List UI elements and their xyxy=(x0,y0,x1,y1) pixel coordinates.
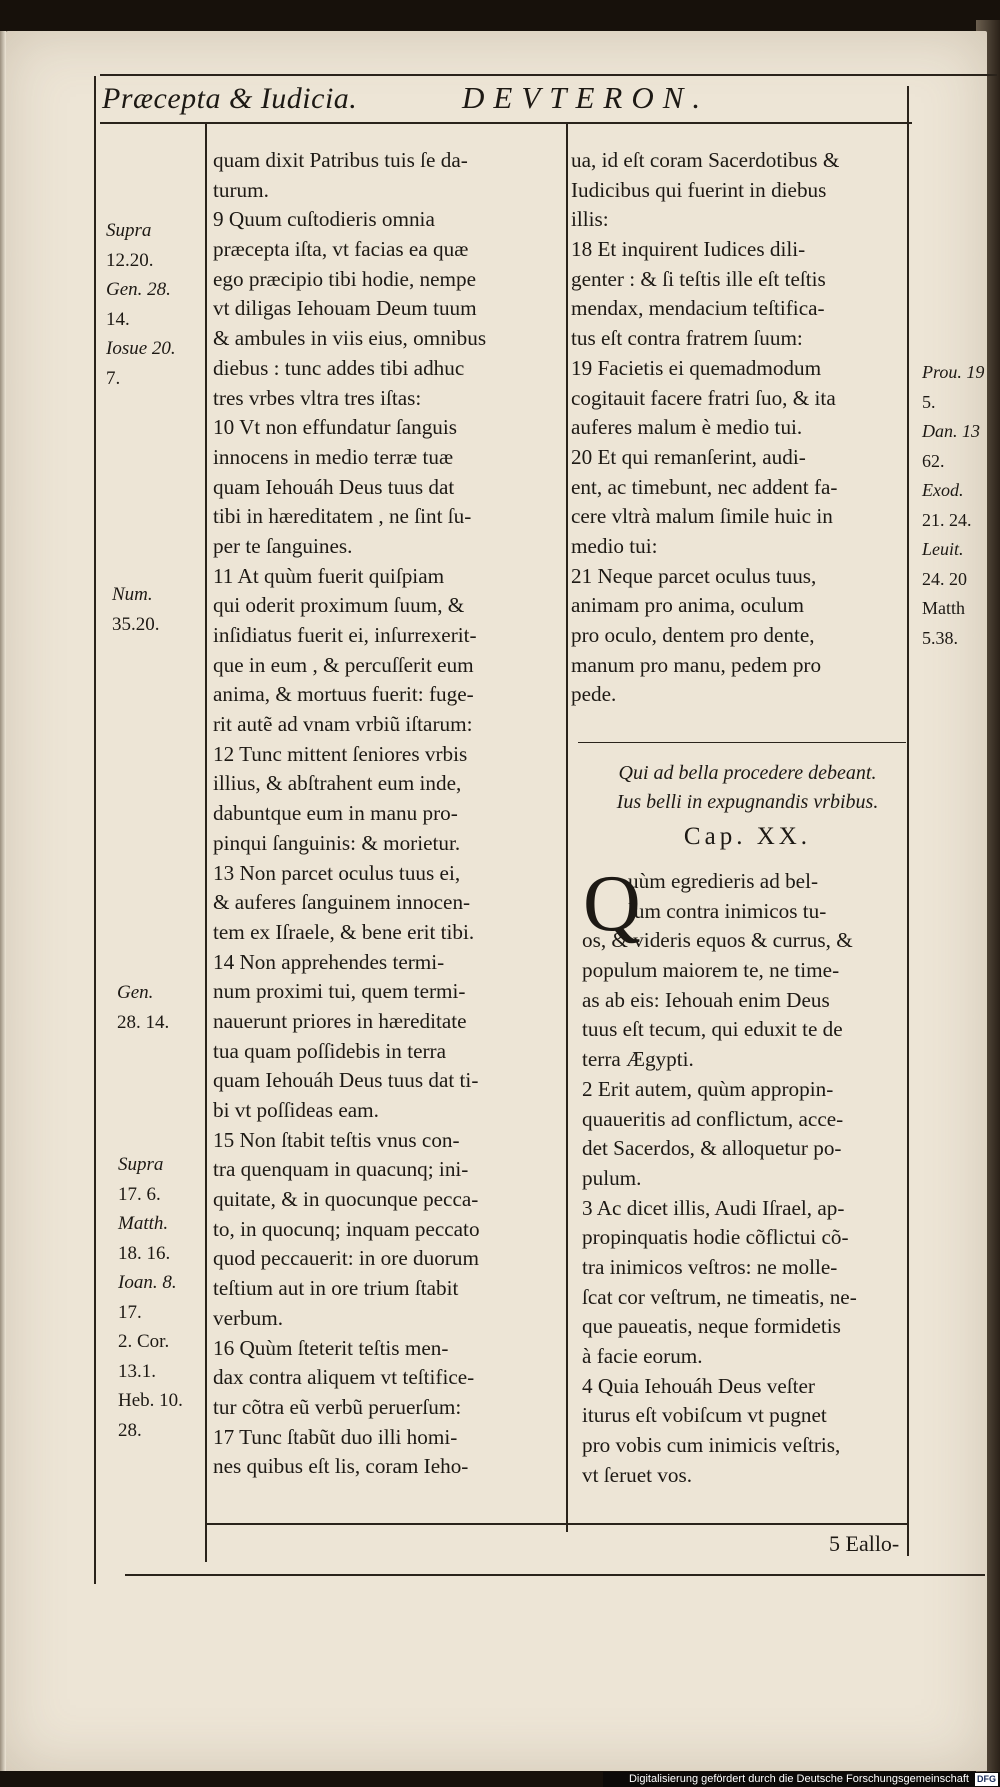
text-line: 14 Non apprehendes termi- xyxy=(213,949,445,974)
text-line: 18 Et inquirent Iudices dili- xyxy=(571,237,806,262)
margin-note: 14. xyxy=(106,308,130,330)
text-line: genter : & ſi teſtis ille eſt teſtis xyxy=(571,266,826,291)
text-line: 13 Non parcet oculus tuus ei, xyxy=(213,860,461,885)
text-line: tus eſt contra fratrem ſuum: xyxy=(571,326,803,351)
text-line: dabuntque eum in manu pro- xyxy=(213,801,458,826)
text-line: quam dixit Patribus tuis ſe da- xyxy=(213,148,468,172)
text-line: que paueatis, neque formidetis xyxy=(582,1314,841,1339)
text-line: to, in quocunq; inquam peccato xyxy=(213,1216,480,1241)
text-line: vt ſeruet vos. xyxy=(582,1462,693,1487)
text-line: qui oderit proximum ſuum, & xyxy=(213,593,465,618)
text-line: 19 Facietis ei quemadmodum xyxy=(571,355,822,380)
text-line: inſidiatus fuerit ei, inſurrexerit- xyxy=(213,623,477,647)
text-line: animam pro anima, oculum xyxy=(571,593,805,618)
header-underline xyxy=(100,122,912,124)
text-line: pede. xyxy=(571,682,617,707)
margin-note-group-3 xyxy=(117,978,169,1037)
text-line: det Sacerdos, & alloquetur po- xyxy=(582,1136,842,1161)
text-column-left xyxy=(213,146,568,1482)
text-line: 9 Quum cuſtodieris omnia xyxy=(213,207,435,232)
text-line: quitate, & in quocunque pecca- xyxy=(213,1187,479,1212)
margin-note: 18. 16. xyxy=(118,1242,171,1264)
text-line: pro oculo, dentem pro dente, xyxy=(571,623,815,647)
text-line: quaueritis ad conflictum, acce- xyxy=(582,1106,844,1131)
text-line: tua quam poſſidebis in terra xyxy=(213,1038,447,1063)
text-line: medio tui: xyxy=(571,533,658,558)
margin-note: Gen. 28. xyxy=(106,279,171,300)
text-line: 15 Non ſtabit teſtis vnus con- xyxy=(213,1127,460,1152)
margin-note: 2. Cor. xyxy=(118,1331,170,1352)
margin-note: 17. 6. xyxy=(118,1183,161,1205)
bottom-text-rule xyxy=(205,1523,907,1525)
text-line: 10 Vt non effundatur ſanguis xyxy=(213,415,458,440)
text-line: quod peccauerit: in ore duorum xyxy=(213,1246,479,1271)
text-line: tuus eſt tecum, qui eduxit te de xyxy=(582,1017,843,1042)
page-binding-edge xyxy=(0,31,6,1771)
text-line: 21 Neque parcet oculus tuus, xyxy=(571,563,817,588)
text-line: 16 Quùm ſteterit teſtis men- xyxy=(213,1335,449,1360)
text-line: ſcat cor veſtrum, ne timeatis, ne- xyxy=(582,1284,857,1309)
text-line: tibi in hæreditatem , ne ſint ſu- xyxy=(213,504,472,529)
text-line: uùm egredieris ad bel- xyxy=(628,869,819,893)
text-line: præcepta iſta, vt facias ea quæ xyxy=(213,237,469,262)
margin-note-group-2 xyxy=(112,580,160,639)
running-head-left: Præcepta & Iudicia. xyxy=(102,82,358,115)
margin-note: 21. 24. xyxy=(922,509,972,530)
text-line: as ab eis: Iehouah enim Deus xyxy=(582,987,830,1012)
margin-note: Ioan. 8. xyxy=(118,1272,177,1293)
text-line: populum maiorem te, ne time- xyxy=(582,958,840,983)
text-line: vt diligas Iehouam Deum tuum xyxy=(213,296,477,321)
page-bottom-rule xyxy=(125,1574,985,1576)
margin-note: Matth. xyxy=(118,1213,169,1234)
drop-cap-initial: Q xyxy=(583,860,641,948)
text-line: diebus : tunc addes tibi adhuc xyxy=(213,355,465,380)
text-line: rit autẽ ad vnam vrbiũ iſtarum: xyxy=(213,712,473,737)
margin-note: Num. xyxy=(112,584,153,605)
text-column-right-bottom xyxy=(582,860,910,1490)
chapter-title: Cap. XX. xyxy=(683,823,812,850)
right-margin-notes xyxy=(922,358,984,653)
text-line: anima, & mortuus fuerit: fuge- xyxy=(213,682,474,707)
text-line: manum pro manu, pedem pro xyxy=(571,652,822,677)
text-line: tur cõtra eũ verbũ peruerſum: xyxy=(213,1394,462,1419)
margin-note: 62. xyxy=(922,450,945,471)
digitization-footer xyxy=(603,1772,1000,1787)
margin-note: Prou. 19 xyxy=(922,362,985,382)
margin-note: 13.1. xyxy=(118,1360,156,1382)
margin-note: 28. 14. xyxy=(117,1011,170,1033)
text-line: innocens in medio terræ tuæ xyxy=(213,444,454,469)
text-line: propinquatis hodie cõflictui cõ- xyxy=(582,1225,849,1250)
text-line: dax contra aliquem vt teſtifice- xyxy=(213,1365,475,1390)
text-line: tra quenquam in quacunq; ini- xyxy=(213,1157,469,1182)
margin-note: Supra xyxy=(106,220,152,241)
text-line: verbum. xyxy=(213,1305,284,1330)
margin-note: Exod. xyxy=(922,480,964,500)
running-head-title: DEVTERON. xyxy=(462,80,710,115)
footer-text: Digitalisierung gefördert durch die Deutsche Forschungsgemeinschaft xyxy=(628,1773,969,1785)
top-rule xyxy=(100,74,997,76)
chapter-summary xyxy=(580,759,915,817)
text-line: illis: xyxy=(571,207,609,232)
margin-note: 7. xyxy=(106,367,121,389)
text-line: pinqui ſanguinis: & morietur. xyxy=(213,830,461,855)
text-line: lum contra inimicos tu- xyxy=(628,898,827,923)
dfg-logo: DFG xyxy=(977,1773,996,1784)
text-line: 20 Et qui remanſerint, audi- xyxy=(571,444,806,469)
margin-note: Leuit. xyxy=(922,539,964,559)
margin-note: 5. xyxy=(922,391,936,412)
text-line: & ambules in viis eius, omnibus xyxy=(213,326,487,351)
text-line: mendax, mendacium teſtifica- xyxy=(571,296,825,321)
text-line: bi vt poſſideas eam. xyxy=(213,1098,379,1122)
text-line: 3 Ac dicet illis, Audi Iſrael, ap- xyxy=(582,1195,845,1220)
text-line: pro vobis cum inimicis veſtris, xyxy=(582,1433,841,1458)
margin-note-group-4 xyxy=(118,1150,183,1445)
margin-note: Matth xyxy=(922,598,965,618)
text-line: tres vrbes vltra tres iſtas: xyxy=(213,385,422,410)
margin-note: 17. xyxy=(118,1301,142,1323)
text-line: illius, & abſtrahent eum inde, xyxy=(213,771,462,796)
section-separator-rule xyxy=(578,742,906,743)
text-line: & auferes ſanguinem innocen- xyxy=(213,890,471,915)
text-line: quam Iehouáh Deus tuus dat xyxy=(213,474,455,499)
text-line: à facie eorum. xyxy=(582,1344,703,1368)
text-line: tem ex Iſraele, & bene erit tibi. xyxy=(213,919,475,944)
margin-note: 5.38. xyxy=(922,627,958,648)
text-line: tra inimicos veſtros: ne molle- xyxy=(582,1254,838,1279)
margin-note: Gen. xyxy=(117,982,154,1003)
text-line: os, & videris equos & currus, & xyxy=(582,928,853,953)
text-line: 2 Erit autem, quùm appropin- xyxy=(582,1076,834,1101)
margin-note: 28. xyxy=(118,1419,142,1441)
text-line: pulum. xyxy=(582,1165,642,1190)
text-line: auferes malum è medio tui. xyxy=(571,415,803,440)
catchword: 5 Eallo- xyxy=(829,1531,900,1556)
chapter-summary-line: Ius belli in expugnandis vrbibus. xyxy=(616,791,879,813)
text-line: teſtium aut in ore trium ſtabit xyxy=(213,1276,459,1301)
text-line: cere vltrà malum ſimile huic in xyxy=(571,504,833,529)
text-line: nes quibus eſt lis, coram Ieho- xyxy=(213,1454,469,1479)
text-line: per te ſanguines. xyxy=(213,533,353,558)
text-line: 4 Quia Iehouáh Deus veſter xyxy=(582,1373,815,1398)
text-line: terra Ægypti. xyxy=(582,1047,694,1072)
text-line: ent, ac timebunt, nec addent fa- xyxy=(571,474,838,499)
text-line: que in eum , & percuſſerit eum xyxy=(213,652,474,677)
text-column-right-top xyxy=(571,146,911,710)
margin-note: 24. 20 xyxy=(922,568,967,589)
margin-note-group-1 xyxy=(106,216,176,393)
margin-note: Iosue 20. xyxy=(106,338,176,359)
text-line: iturus eſt vobiſcum vt pugnet xyxy=(582,1403,827,1428)
margin-note: 12.20. xyxy=(106,249,154,271)
text-line: 12 Tunc mittent ſeniores vrbis xyxy=(213,741,468,766)
text-line: 11 At quùm fuerit quiſpiam xyxy=(213,563,445,588)
text-line: 17 Tunc ſtabũt duo illi homi- xyxy=(213,1424,458,1449)
text-line: num proximi tui, quem termi- xyxy=(213,979,466,1004)
text-line: nauerunt priores in hæreditate xyxy=(213,1008,467,1033)
margin-note: Heb. 10. xyxy=(118,1390,183,1411)
text-line: ego præcipio tibi hodie, nempe xyxy=(213,266,477,291)
left-margin-column-rule xyxy=(205,122,207,1562)
text-line: cogitauit facere fratri ſuo, & ita xyxy=(571,385,836,410)
text-line: quam Iehouáh Deus tuus dat ti- xyxy=(213,1068,479,1093)
margin-note: Supra xyxy=(118,1154,164,1175)
text-line: turum. xyxy=(213,177,269,202)
left-border-rule xyxy=(94,76,96,1584)
text-line: ua, id eſt coram Sacerdotibus & xyxy=(571,148,840,172)
chapter-summary-line: Qui ad bella procedere debeant. xyxy=(618,762,877,784)
text-line: Iudicibus qui fuerint in diebus xyxy=(571,177,827,202)
margin-note: Dan. 13 xyxy=(922,421,980,441)
margin-note: 35.20. xyxy=(112,613,160,635)
